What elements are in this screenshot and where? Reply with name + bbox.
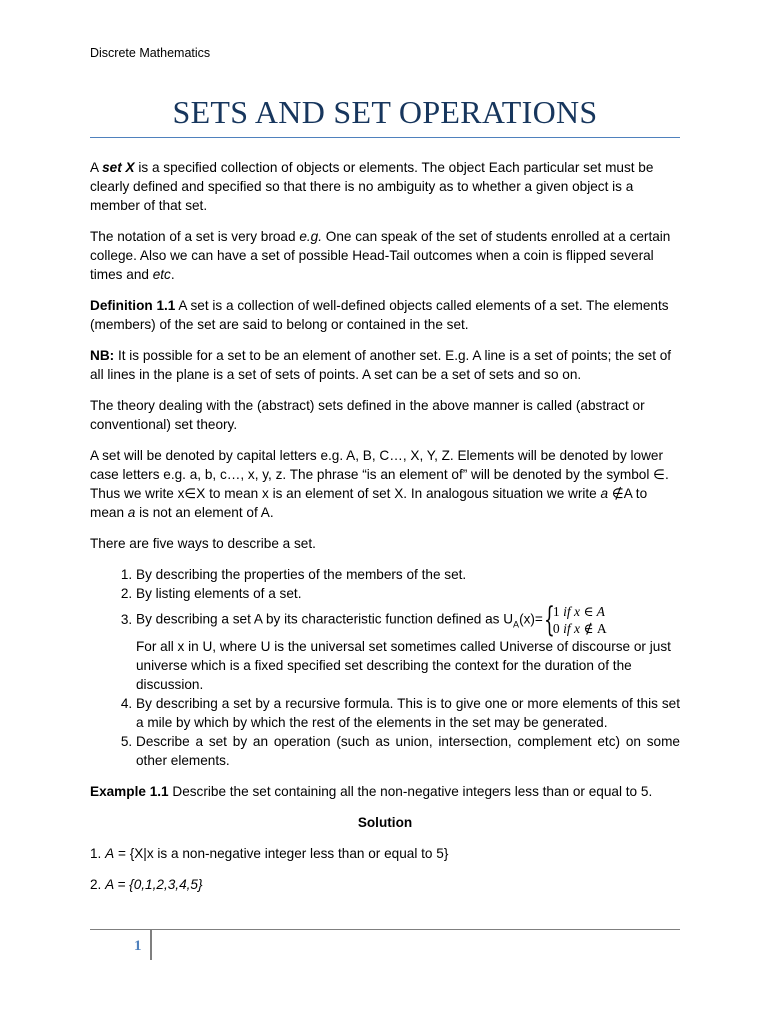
text-span: 2. bbox=[90, 877, 106, 892]
solution-line-2 bbox=[90, 875, 680, 894]
notation-paragraph bbox=[90, 446, 680, 522]
ways-list bbox=[90, 565, 680, 770]
definition-paragraph bbox=[90, 296, 680, 334]
list-item bbox=[136, 600, 680, 694]
theory-paragraph: The theory dealing with the (abstract) sets defined in the above manner is called (abstract or conventional) set theory. bbox=[90, 398, 645, 432]
document-body bbox=[90, 158, 680, 906]
example-label: Example 1.1 bbox=[90, 784, 169, 799]
case-condition: if x ∉ bbox=[563, 621, 597, 636]
text-span: is not an element of A. bbox=[135, 505, 274, 520]
text-span: One can speak of the set of students enrolled at a certain college. Also we can have a set of possible Head-Tail outcomes when a coin is flipped several times and bbox=[90, 229, 671, 282]
case-value: 0 bbox=[552, 621, 564, 636]
symbol-a: a bbox=[127, 505, 136, 520]
list-item: 1. By describing the properties of the members of the set. bbox=[136, 565, 680, 584]
nb-text: It is possible for a set to be an element of another set. E.g. A line is a set of points; the set of all lines in the plane is a set of sets of points. A set can be a set of sets and so on. bbox=[90, 348, 672, 382]
list-item: 4. By describing a set by a recursive formula. This is to give one or more elements of this set a mile by which by which the rest of the elements in the set may be generated. bbox=[136, 694, 680, 732]
characteristic-function-cases bbox=[543, 600, 607, 640]
case-set: A bbox=[596, 621, 607, 636]
symbol-a: A bbox=[105, 846, 115, 861]
symbol-a: a bbox=[600, 486, 609, 501]
list-item: 5. Describe a set by an operation (such as union, intersection, complement etc) on some other elements. bbox=[136, 732, 680, 770]
example-paragraph bbox=[90, 782, 680, 801]
case-row-1 bbox=[553, 603, 607, 620]
text-span: 1. bbox=[90, 846, 106, 861]
solution-line-1 bbox=[90, 844, 680, 863]
page-title: SETS AND SET OPERATIONS bbox=[172, 94, 598, 130]
solution-set: A = {0,1,2,3,4,5} bbox=[105, 877, 203, 892]
text-span: . bbox=[170, 267, 175, 282]
text-span: is a specified collection of objects or elements. The object Each particular set must be clearly defined and specified so that there is no ambiguity as to whether a given object is a member of that set. bbox=[90, 160, 654, 213]
term-set-x: set X bbox=[102, 160, 135, 175]
case-row-0 bbox=[553, 620, 607, 637]
case-condition: if x ∈ A bbox=[563, 604, 605, 619]
running-header: Discrete Mathematics bbox=[90, 46, 211, 60]
page-number-bar bbox=[150, 930, 152, 960]
italic-eg: e.g. bbox=[299, 229, 322, 244]
left-brace: { bbox=[543, 600, 555, 640]
subscript-a: A bbox=[513, 619, 520, 630]
text-span: (x)= bbox=[519, 611, 543, 627]
footer-divider bbox=[90, 929, 680, 930]
solution-heading bbox=[90, 813, 680, 832]
item3-continuation: For all x in U, where U is the universal set sometimes called Universe of discourse or just universe which is a fixed specified set describing the context for the duration of the discussion. bbox=[136, 639, 671, 692]
example-text: Describe the set containing all the non-negative integers less than or equal to 5. bbox=[168, 784, 653, 799]
title-divider bbox=[90, 137, 680, 138]
text-span: A bbox=[90, 160, 103, 175]
text-span: = {X|x is a non-negative integer less than or equal to 5} bbox=[114, 846, 449, 861]
page-number: 1 bbox=[134, 938, 142, 954]
solution-label: Solution bbox=[357, 815, 413, 830]
text-span: By describing a set A by its characteristic function defined as U bbox=[136, 611, 514, 627]
definition-text: A set is a collection of well-defined objects called elements of a set. The elements (members) of the set are said to belong or contained in the set. bbox=[90, 298, 669, 332]
italic-etc: etc bbox=[152, 267, 171, 282]
case-value: 1 bbox=[552, 604, 564, 619]
ways-intro: There are five ways to describe a set. bbox=[90, 536, 316, 551]
text-span: A set will be denoted by capital letters e.g. A, B, C…, X, Y, Z. Elements will be denoted by lower case letters e.g. a, b, c…, x, y, z. The phrase “is an element of” will be denoted by the symbol ∈. Thus we write x∈X to mean x is an element of set X. In analogous situation we write bbox=[90, 448, 669, 501]
intro-paragraph-2 bbox=[90, 227, 680, 284]
definition-label: Definition 1.1 bbox=[90, 298, 176, 313]
text-span: ∉A to mean bbox=[90, 486, 648, 520]
nb-label: NB: bbox=[90, 348, 115, 363]
list-item: 2. By listing elements of a set. bbox=[136, 584, 680, 603]
text-span: The notation of a set is very broad bbox=[90, 229, 300, 244]
nb-paragraph bbox=[90, 346, 680, 384]
intro-paragraph-1 bbox=[90, 158, 680, 215]
